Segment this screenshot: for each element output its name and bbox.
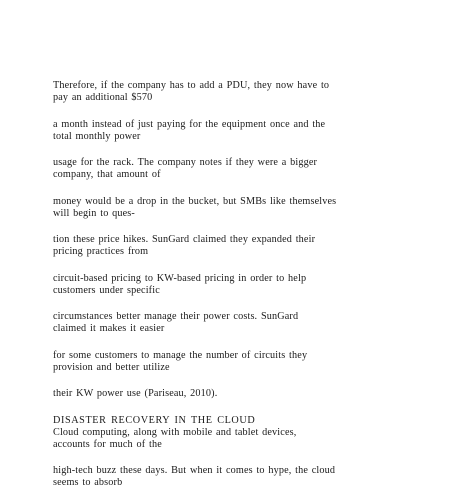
paragraph xyxy=(53,273,413,297)
text-line: for some customers to manage the number of circuits they xyxy=(53,349,308,361)
paragraph xyxy=(53,311,413,335)
text-line: accounts for much of the xyxy=(53,438,162,450)
text-line: circumstances better manage their power costs. SunGard xyxy=(53,311,299,322)
text-line: pricing practices from xyxy=(53,246,149,257)
text-line: Cloud computing, along with mobile and tablet devices, xyxy=(53,426,297,438)
text-line: will begin to ques- xyxy=(53,207,135,219)
text-line: customers under specific xyxy=(53,284,160,296)
text-line: pay an additional $570 xyxy=(53,92,153,103)
document-body xyxy=(53,80,413,504)
paragraph xyxy=(53,350,413,374)
text-line: usage for the rack. The company notes if they were a bigger xyxy=(53,157,318,168)
section-disaster-recovery xyxy=(53,415,413,451)
text-line: circuit-based pricing to KW-based pricing in order to help xyxy=(53,272,307,284)
paragraph xyxy=(53,388,413,400)
text-line: company, that amount of xyxy=(53,169,161,180)
text-line: total monthly power xyxy=(53,130,141,142)
paragraph xyxy=(53,465,413,489)
paragraph xyxy=(53,119,413,143)
paragraph xyxy=(53,196,413,220)
text-line: their KW power use (Pariseau, 2010). xyxy=(53,388,218,399)
text-line: claimed it makes it easier xyxy=(53,323,165,334)
text-line: seems to absorb xyxy=(53,477,123,488)
paragraph xyxy=(53,234,413,258)
text-line: Therefore, if the company has to add a PDU, they now have to xyxy=(53,80,330,91)
text-line: a month instead of just paying for the equipment once and the xyxy=(53,118,326,130)
paragraph xyxy=(53,157,413,181)
text-line: tion these price hikes. SunGard claimed they expanded their xyxy=(53,234,316,245)
text-line: provision and better utilize xyxy=(53,361,170,373)
text-line: high-tech buzz these days. But when it comes to hype, the cloud xyxy=(53,465,336,476)
section-heading: DISASTER RECOVERY IN THE CLOUD xyxy=(53,414,256,426)
text-line: money would be a drop in the bucket, but SMBs like themselves xyxy=(53,195,337,207)
paragraph xyxy=(53,80,413,104)
